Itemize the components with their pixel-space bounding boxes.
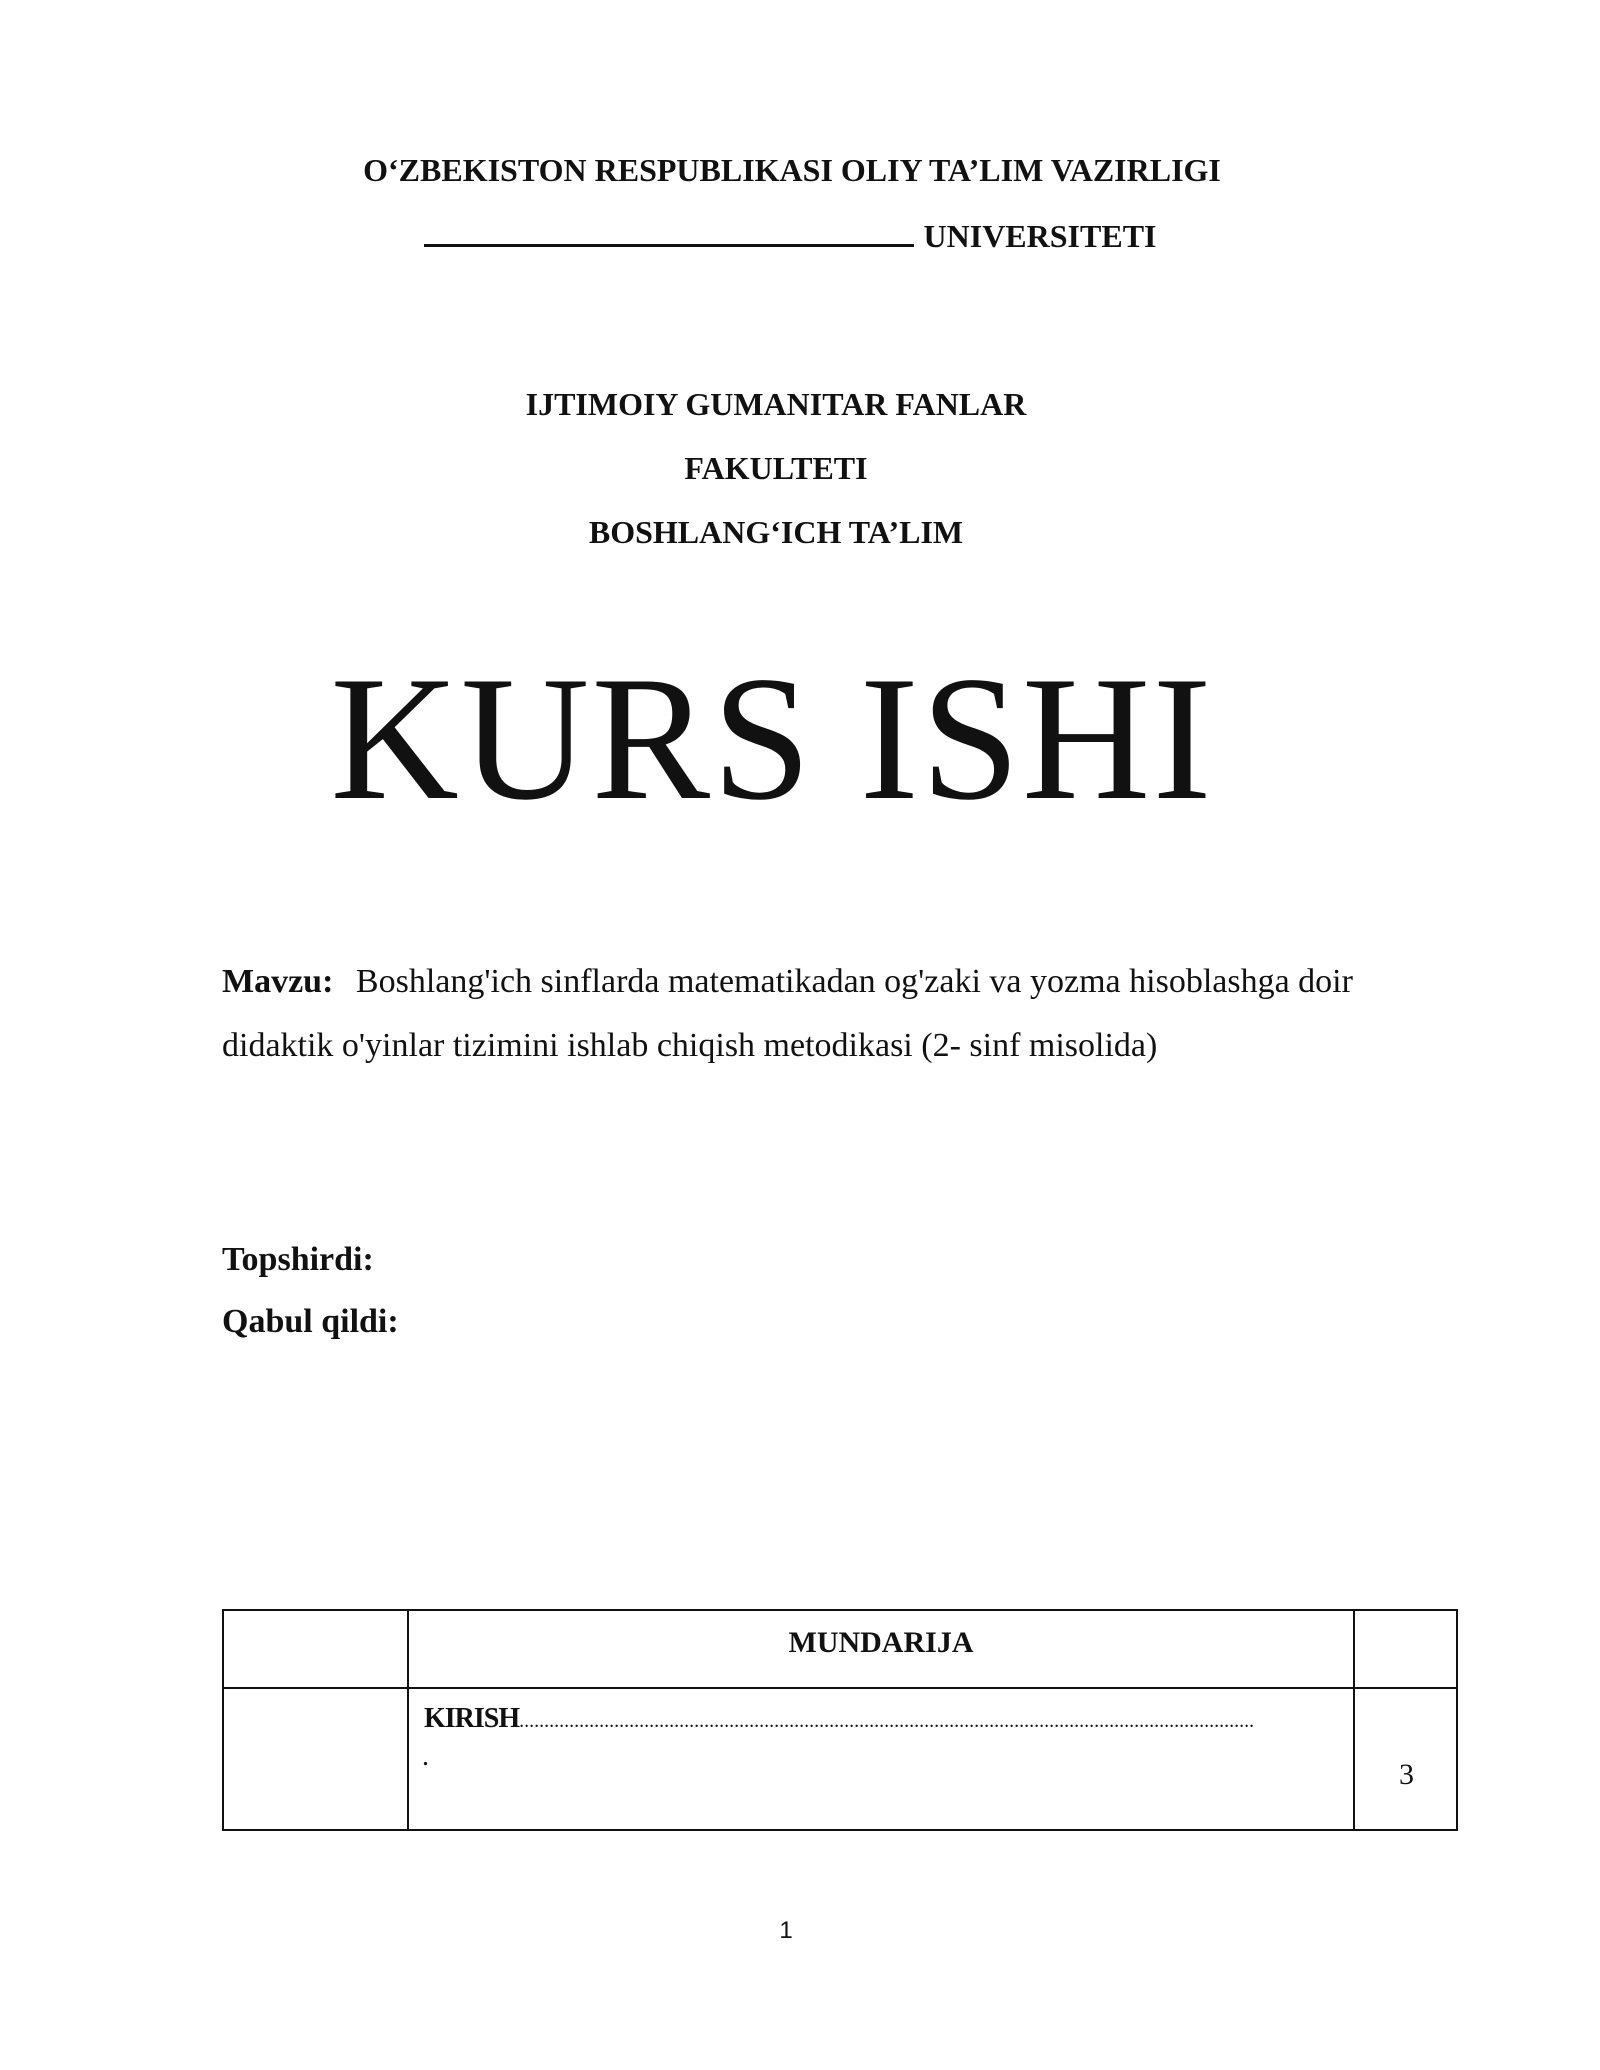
university-heading — [0, 214, 1590, 256]
faculty-line-1: IJTIMOIY GUMANITAR FANLAR — [525, 386, 1027, 422]
faculty-line-2: FAKULTETI — [684, 450, 868, 486]
toc-entry[interactable] — [424, 1701, 1339, 1739]
toc-entry-page: 3 — [1399, 1758, 1414, 1791]
document-title: KURS ISHI — [330, 639, 1214, 837]
topic-label: Mavzu: — [222, 963, 334, 1000]
toc-column-divider — [1353, 1611, 1355, 1829]
accepted-by-label: Qabul qildi: — [222, 1303, 399, 1340]
submitted-by-label: Topshirdi: — [222, 1241, 374, 1278]
department-line: BOSHLANG‘ICH TA’LIM — [588, 514, 964, 550]
topic-text: Boshlang'ich sinflarda matematikadan og'zaki va yozma hisoblashga doir didaktik o'yinlar tizimini ishlab chiqish metodikasi (2- sinf misolida) — [222, 963, 1353, 1064]
topic-paragraph — [222, 950, 1462, 1078]
toc-row-divider — [224, 1687, 1456, 1689]
table-of-contents — [222, 1609, 1458, 1831]
university-suffix: UNIVERSITETI — [923, 218, 1157, 254]
page-number: 1 — [779, 1917, 793, 1944]
toc-entry-leader: ................................................................................................................................................... — [519, 1710, 1255, 1732]
ministry-heading: O‘ZBEKISTON RESPUBLIKASI OLIY TA’LIM VAZIRLIGI — [363, 152, 1221, 188]
toc-entry-continuation: . — [422, 1741, 429, 1772]
toc-heading: MUNDARIJA — [788, 1626, 974, 1659]
university-name-blank — [424, 214, 914, 247]
toc-entry-label: KIRISH — [424, 1703, 520, 1734]
